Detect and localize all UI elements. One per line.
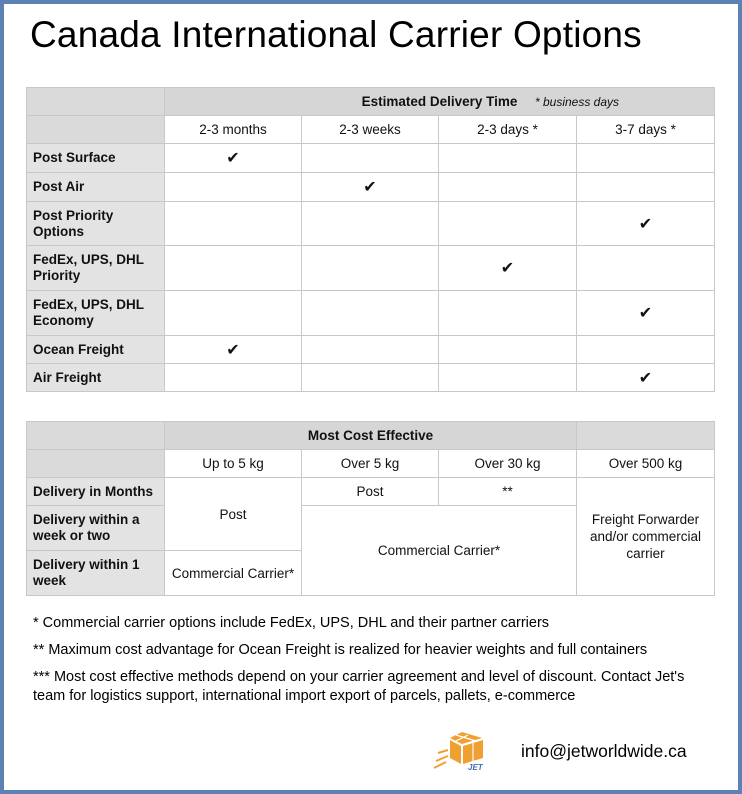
table-row [27,364,715,392]
table2-corner [27,422,165,450]
table-row [27,336,715,364]
check-cell [439,202,577,246]
row-label: FedEx, UPS, DHL Economy [27,291,165,336]
check-cell [302,202,439,246]
table2-col-header: Over 30 kg [439,450,577,478]
double-star-cell: ** [439,478,577,506]
table2-col-header: Up to 5 kg [165,450,302,478]
footnote-2: ** Maximum cost advantage for Ocean Freight is realized for heavier weights and full containers [33,642,648,658]
check-cell [165,336,302,364]
table-row [27,291,715,336]
footnote-1: * Commercial carrier options include FedEx, UPS, DHL and their partner carriers [33,615,550,631]
check-cell [302,173,439,202]
table1-header-text: Estimated Delivery Time [361,94,518,109]
check-mark-icon: ✔ [638,215,653,233]
table1-col-header: 2-3 months [165,116,302,144]
table-row [27,202,715,246]
check-mark-icon: ✔ [638,369,653,387]
check-mark-icon: ✔ [500,260,515,277]
table2-col-corner [27,450,165,478]
row-label: Ocean Freight [27,336,165,364]
table2-header-right [577,422,715,450]
business-days-note: * business days [534,95,620,109]
table1-header [165,88,715,116]
row-label: FedEx, UPS, DHL Priority [27,246,165,291]
check-cell [439,291,577,336]
check-cell [165,173,302,202]
row-label: Delivery within a week or two [27,506,165,551]
table-row [27,246,715,291]
check-cell [302,144,439,173]
delivery-time-table [26,87,715,392]
check-mark-icon: ✔ [226,150,240,167]
check-cell [439,246,577,291]
table-row [27,173,715,202]
table2-header: Most Cost Effective [165,422,577,450]
check-cell [577,246,715,291]
post-over5-cell: Post [302,478,439,506]
table-row [27,144,715,173]
contact-email[interactable]: info@jetworldwide.ca [521,741,687,761]
check-cell [165,144,302,173]
check-cell [577,144,715,173]
table2-col-header: Over 500 kg [577,450,715,478]
footnote-3: *** Most cost effective methods depend on your carrier agreement and level of discount. Contact Jet's team for logistics support, international import export of parcels, pallets, e-commerce [33,669,685,704]
row-label: Delivery within 1 week [27,551,165,596]
check-cell [439,336,577,364]
table1-col-header: 2-3 weeks [302,116,439,144]
table1-col-header: 2-3 days * [439,116,577,144]
check-cell [577,364,715,392]
check-cell [302,364,439,392]
table1-col-header: 3-7 days * [577,116,715,144]
row-label: Delivery in Months [27,478,165,506]
check-cell [577,291,715,336]
check-cell [439,144,577,173]
check-cell [439,364,577,392]
commercial-carrier-cell: Commercial Carrier* [302,506,577,596]
check-mark-icon: ✔ [363,179,377,196]
table2-col-header: Over 5 kg [302,450,439,478]
table1-corner [27,88,165,116]
page-title: Canada International Carrier Options [30,14,642,55]
check-cell [577,173,715,202]
cost-effective-table [26,421,715,596]
check-cell [302,336,439,364]
row-label: Post Surface [27,144,165,173]
check-cell [577,202,715,246]
check-cell [302,246,439,291]
row-label: Post Air [27,173,165,202]
table-row [27,478,715,506]
check-cell [439,173,577,202]
jet-logo-icon [432,728,494,772]
logo-text: JET [468,763,483,772]
commercial-carrier-small-cell: Commercial Carrier* [165,551,302,596]
check-cell [165,202,302,246]
row-label: Air Freight [27,364,165,392]
freight-forwarder-cell: Freight Forwarder and/or commercial carrier [577,478,715,596]
check-mark-icon: ✔ [638,305,653,322]
post-cell: Post [165,478,302,551]
check-cell [165,291,302,336]
row-label: Post Priority Options [27,202,165,246]
check-mark-icon: ✔ [226,341,240,359]
check-cell [165,246,302,291]
table1-col-corner [27,116,165,144]
check-cell [302,291,439,336]
check-cell [165,364,302,392]
check-cell [577,336,715,364]
